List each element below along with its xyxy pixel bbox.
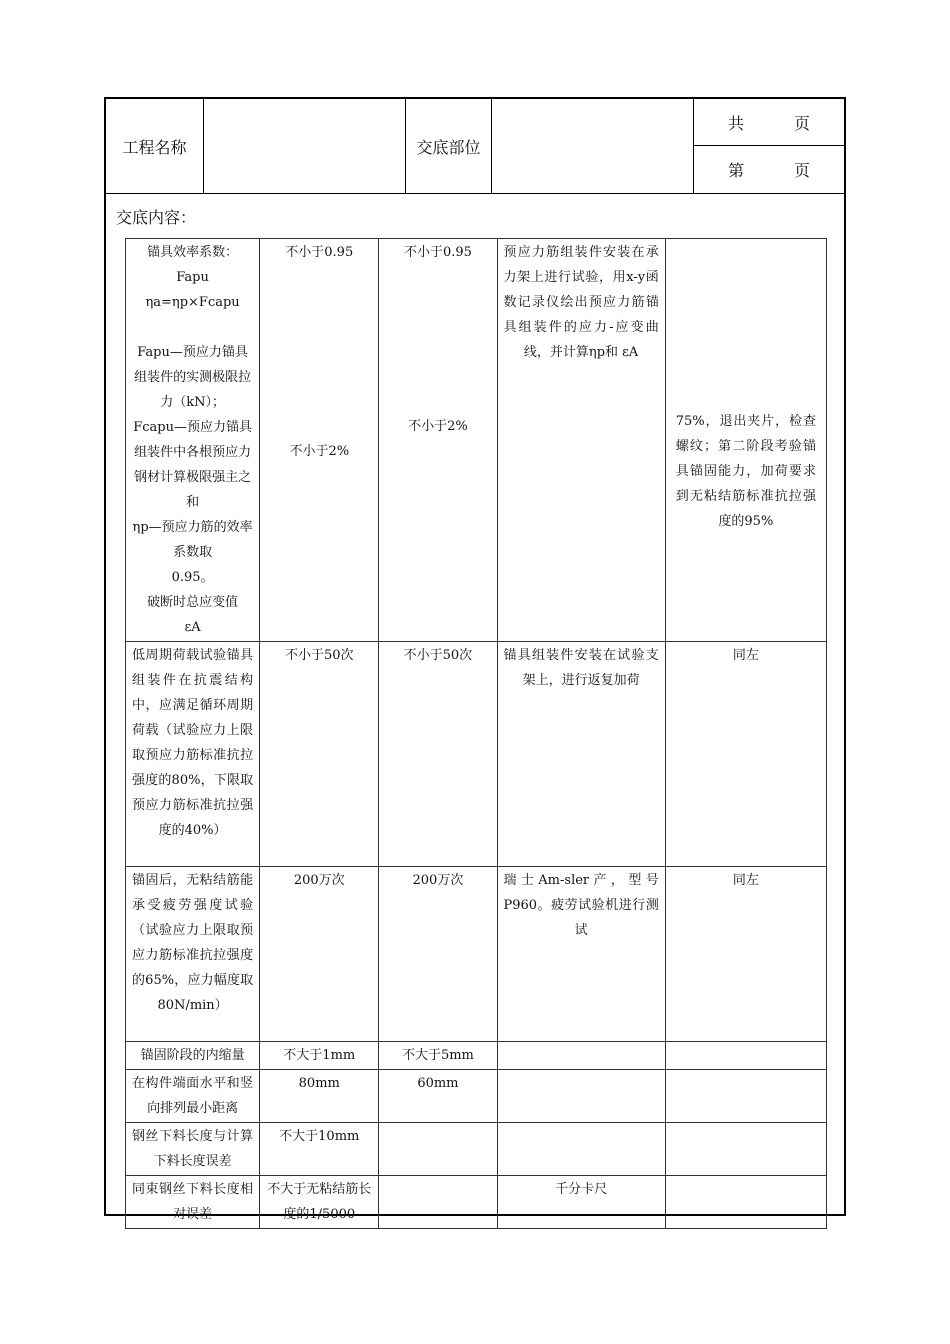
standard-1-value: 不小于0.95 (285, 245, 354, 260)
standard-cell-2: 200万次 (379, 867, 497, 1042)
item-cell: 锚固阶段的内缩量 (126, 1042, 260, 1070)
standard-cell-1: 不大于1mm (260, 1042, 379, 1070)
standard-2-value: 不小于0.95 (403, 245, 472, 260)
remark-cell (665, 1123, 826, 1176)
total-label: 共 (728, 113, 745, 133)
remark-cell: 75%，退出夹片，检查螺纹；第二阶段考验锚具锚固能力，加荷要求到无粘结筋标准抗拉强度的95% (665, 239, 826, 642)
table-row (126, 1070, 827, 1123)
method-cell (497, 1042, 665, 1070)
standard-cell-2 (379, 1176, 497, 1229)
disclosure-form (104, 97, 846, 1222)
total-unit: 页 (793, 113, 810, 133)
item-cell: 低周期荷载试验锚具组装件在抗震结构中，应满足循环周期荷载（试验应力上限取预应力筋标准抗拉强度的80%，下限取预应力筋标准抗拉强度的40%） (126, 642, 260, 867)
standard-cell-1: 200万次 (260, 867, 379, 1042)
standard-cell-1: 不大于10mm (260, 1123, 379, 1176)
standard-cell-1 (260, 239, 379, 642)
item-cell: 锚具效率系数： Fapu ηa=ηp×Fcapu Fapu—预应力锚具组装件的实测极限拉力（kN）； Fcapu—预应力锚具组装件中各根预应力钢材计算极限强主之和 ηp—预应力筋的效率系数取 0.95。 破断时总应变值 εA (126, 239, 260, 642)
page-count-box (694, 99, 844, 193)
page-number-row (694, 146, 844, 193)
method-cell: 瑞士Am-sler产，型号P960。疲劳试验机进行测试 (497, 867, 665, 1042)
total-pages-row (694, 99, 844, 146)
standard-1-strain: 不小于2% (289, 444, 350, 459)
item-cell: 同束钢丝下料长度相对误差 (126, 1176, 260, 1229)
location-value (492, 99, 694, 193)
table-row (126, 642, 827, 867)
remark-cell (665, 1176, 826, 1229)
standard-cell-1: 80mm (260, 1070, 379, 1123)
method-cell: 千分卡尺 (497, 1176, 665, 1229)
table-row (126, 239, 827, 642)
form-header (106, 99, 844, 194)
method-cell: 预应力筋组装件安装在承力架上进行试验，用x-y函数记录仪绘出预应力筋锚具组装件的应力-应变曲线，并计算ηp和 εA (497, 239, 665, 642)
item-cell: 锚固后，无粘结筋能承受疲劳强度试验（试验应力上限取预应力筋标准抗拉强度的65%，应力幅度取80N/min） (126, 867, 260, 1042)
standard-2-strain: 不小于2% (408, 419, 468, 434)
page-label: 第 (728, 161, 745, 180)
remark-cell: 同左 (665, 642, 826, 867)
table-row (126, 1123, 827, 1176)
remark-cell (665, 1070, 826, 1123)
content-label: 交底内容： (116, 208, 197, 227)
method-cell (497, 1123, 665, 1176)
table-row (126, 867, 827, 1042)
standard-cell-2 (379, 1123, 497, 1176)
item-cell: 钢丝下料长度与计算下料长度误差 (126, 1123, 260, 1176)
standard-cell-2: 不大于5mm (379, 1042, 497, 1070)
remark-cell (665, 1042, 826, 1070)
item-cell: 在构件端面水平和竖向排列最小距离 (126, 1070, 260, 1123)
table-row (126, 1176, 827, 1229)
remark-cell: 同左 (665, 867, 826, 1042)
standard-cell-1: 不小于50次 (260, 642, 379, 867)
method-cell: 锚具组装件安装在试验支架上，进行返复加荷 (497, 642, 665, 867)
spec-table (125, 238, 827, 1229)
page-unit: 页 (793, 161, 810, 180)
project-name-value (204, 99, 406, 193)
location-label: 交底部位 (406, 99, 492, 193)
standard-cell-2 (379, 239, 497, 642)
standard-cell-2: 不小于50次 (379, 642, 497, 867)
standard-cell-1: 不大于无粘结筋长度的1/5000 (260, 1176, 379, 1229)
project-name-label: 工程名称 (106, 99, 204, 193)
method-cell (497, 1070, 665, 1123)
table-row (126, 1042, 827, 1070)
standard-cell-2: 60mm (379, 1070, 497, 1123)
